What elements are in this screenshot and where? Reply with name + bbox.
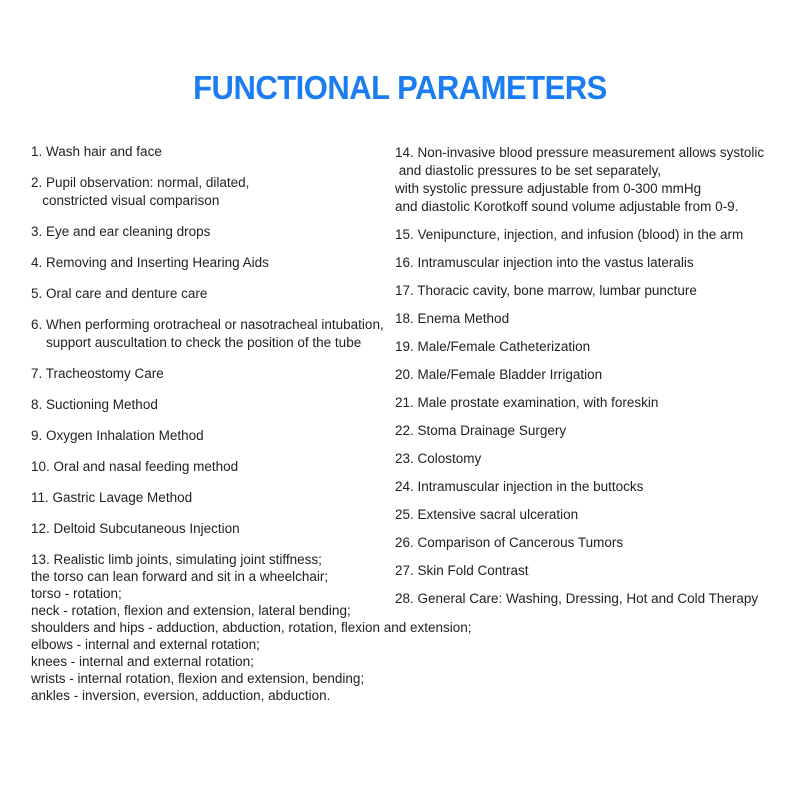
list-item-line: with systolic pressure adjustable from 0-300 mmHg [395, 181, 702, 196]
list-item-line: 8. Suctioning Method [31, 397, 158, 412]
list-item-line: 25. Extensive sacral ulceration [395, 507, 579, 522]
list-item [395, 310, 787, 328]
list-item-line: ankles - inversion, eversion, adduction, abduction. [31, 688, 331, 703]
list-item-line: constricted visual comparison [31, 193, 220, 208]
list-item-line: 5. Oral care and denture care [31, 286, 208, 301]
list-item [395, 506, 787, 524]
page-title: FUNCTIONAL PARAMETERS [193, 68, 607, 107]
list-item-line: 22. Stoma Drainage Surgery [395, 423, 567, 438]
list-item [395, 282, 787, 300]
list-item-line: shoulders and hips - adduction, abduction, rotation, flexion and extension; [31, 620, 472, 635]
list-item [395, 562, 787, 580]
list-item-line: 14. Non-invasive blood pressure measurement allows systolic [395, 145, 765, 160]
list-item [395, 590, 787, 608]
list-item [395, 478, 787, 496]
list-item-line: 28. General Care: Washing, Dressing, Hot and Cold Therapy [395, 591, 759, 606]
list-item-line: 24. Intramuscular injection in the buttocks [395, 479, 644, 494]
list-item [395, 144, 787, 216]
list-item-line: 15. Venipuncture, injection, and infusion (blood) in the arm [395, 227, 744, 242]
list-item-line: 19. Male/Female Catheterization [395, 339, 591, 354]
list-item [395, 254, 787, 272]
list-item-line: 23. Colostomy [395, 451, 482, 466]
list-item-line: 3. Eye and ear cleaning drops [31, 224, 211, 239]
list-item-line: elbows - internal and external rotation; [31, 637, 260, 652]
list-item-line: 2. Pupil observation: normal, dilated, [31, 175, 250, 190]
list-item-line: neck - rotation, flexion and extension, lateral bending; [31, 603, 351, 618]
list-item-line: 1. Wash hair and face [31, 144, 162, 159]
list-item-line: 7. Tracheostomy Care [31, 366, 164, 381]
list-item-line: 12. Deltoid Subcutaneous Injection [31, 521, 240, 536]
list-item-line: knees - internal and external rotation; [31, 654, 254, 669]
list-item-line: 18. Enema Method [395, 311, 510, 326]
list-item-line: 27. Skin Fold Contrast [395, 563, 529, 578]
list-item-line: wrists - internal rotation, flexion and extension, bending; [31, 671, 365, 686]
list-item-line: 6. When performing orotracheal or nasotracheal intubation, [31, 317, 384, 332]
list-item-line: 16. Intramuscular injection into the vastus lateralis [395, 255, 694, 270]
list-item-line: 17. Thoracic cavity, bone marrow, lumbar puncture [395, 283, 697, 298]
list-item-line: 21. Male prostate examination, with foreskin [395, 395, 659, 410]
list-item-line: 20. Male/Female Bladder Irrigation [395, 367, 603, 382]
list-item [395, 366, 787, 384]
list-item [395, 422, 787, 440]
list-item-line: and diastolic pressures to be set separately, [395, 163, 662, 178]
list-item-line: 13. Realistic limb joints, simulating joint stiffness; [31, 552, 322, 567]
list-item-line: support auscultation to check the position of the tube [31, 335, 362, 350]
list-item [395, 534, 787, 552]
list-item-line: 9. Oxygen Inhalation Method [31, 428, 204, 443]
list-item [395, 450, 787, 468]
list-item-line: 10. Oral and nasal feeding method [31, 459, 239, 474]
list-item-line: 4. Removing and Inserting Hearing Aids [31, 255, 269, 270]
list-item-line: and diastolic Korotkoff sound volume adjustable from 0-9. [395, 199, 739, 214]
list-item-line: the torso can lean forward and sit in a wheelchair; [31, 569, 329, 584]
list-item-line: 26. Comparison of Cancerous Tumors [395, 535, 624, 550]
list-item-line: 11. Gastric Lavage Method [31, 490, 193, 505]
list-item [395, 226, 787, 244]
list-item [395, 338, 787, 356]
list-item [395, 394, 787, 412]
parameter-list-right-column [395, 144, 787, 618]
list-item-line: torso - rotation; [31, 586, 122, 601]
